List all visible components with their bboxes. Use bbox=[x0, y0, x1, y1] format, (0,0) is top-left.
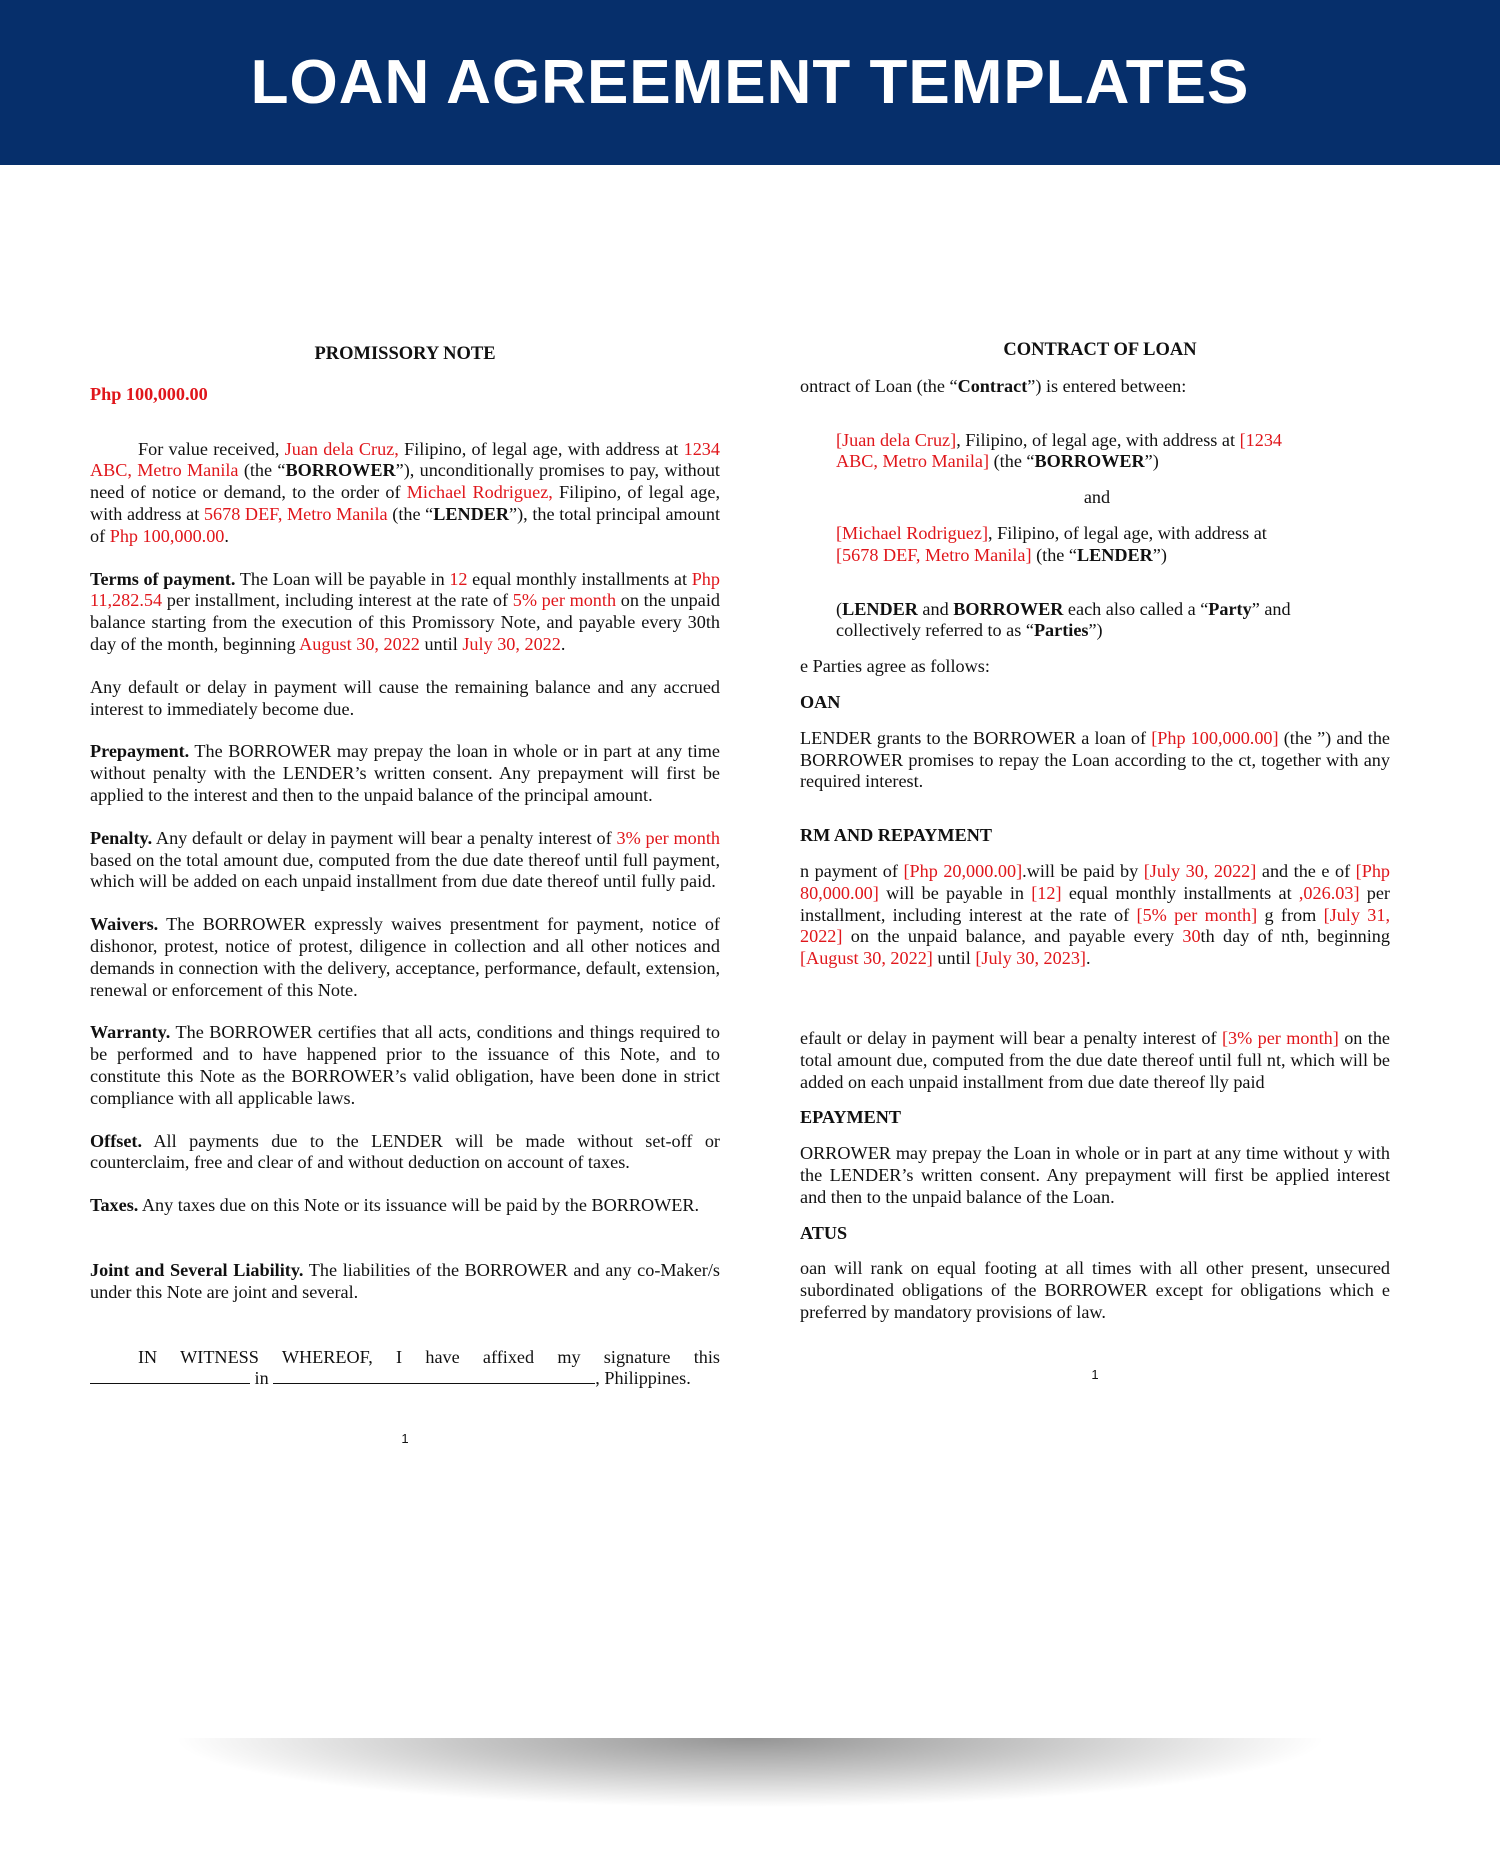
title-banner bbox=[0, 0, 1500, 165]
loan-heading: OAN bbox=[800, 691, 841, 712]
term-paragraph: n payment of [Php 20,000.00].will be paid by [July 30, 2022] and the e of [Php 80,000.00] will be payable in [12] equal monthly installments at ,026.03] per installment, including interest at the rate of [5% per month] g from [July 31, 2022] on the unpaid balance, and payable every 30th day of nth, beginning [August 30, 2022] until [July 30, 2023]. bbox=[800, 860, 1390, 969]
borrower-name: Juan dela Cruz, bbox=[284, 438, 399, 459]
intro-paragraph: For value received, Juan dela Cruz, Filipino, of legal age, with address at 1234 ABC, Metro Manila (the “BORROWER”), unconditionally promises to pay, without need of notice or demand, to the order of Michael Rodriguez, Filipino, of legal age, with address at 5678 DEF, Metro Manila (the “LENDER”), the total principal amount of Php 100,000.00. bbox=[90, 438, 720, 546]
doc-title: PROMISSORY NOTE bbox=[314, 344, 496, 364]
prepayment-heading: EPAYMENT bbox=[800, 1107, 902, 1128]
borrower-block: [Juan dela Cruz], Filipino, of legal age, with address at [1234 ABC, Metro Manila] (the “BORROWER”) bbox=[836, 429, 1283, 472]
lender-block: [Michael Rodriguez], Filipino, of legal age, with address at [5678 DEF, Metro Manila] (the “LENDER”) bbox=[836, 522, 1267, 565]
doc-title: CONTRACT OF LOAN bbox=[1003, 340, 1197, 360]
lender-name: Michael Rodriguez, bbox=[406, 482, 553, 503]
date-signature-line bbox=[90, 1369, 250, 1384]
prepayment-paragraph: Prepayment. The BORROWER may prepay the loan in whole or in part at any time without penalty with the LENDER’s written consent. Any prepayment will first be applied to the interest and then to the unpaid balance of the principal amount. bbox=[90, 741, 720, 805]
page-number: 1 bbox=[401, 1431, 409, 1447]
banner-title: LOAN AGREEMENT TEMPLATES bbox=[250, 48, 1250, 117]
status-heading: ATUS bbox=[800, 1222, 848, 1243]
place-signature-line bbox=[273, 1369, 595, 1384]
contract-of-loan-page bbox=[800, 340, 1390, 1540]
terms-paragraph: Terms of payment. The Loan will be payable in 12 equal monthly installments at Php 11,282.54 per installment, including interest at the rate of 5% per month on the unpaid balance starting from the execution of this Promissory Note, and payable every 30th day of the month, beginning August 30, 2022 until July 30, 2022. bbox=[90, 568, 720, 654]
penalty-paragraph: Penalty. Any default or delay in payment will bear a penalty interest of 3% per month based on the total amount due, computed from the due date thereof until full payment, which will be added on each unpaid installment from due date thereof until fully paid. bbox=[90, 827, 720, 892]
parties-note: (LENDER and BORROWER each also called a “Party” and collectively referred to as “Parties”) bbox=[836, 598, 1291, 641]
and-separator: and bbox=[1083, 487, 1111, 508]
taxes-paragraph: Taxes. Any taxes due on this Note or its issuance will be paid by the BORROWER. bbox=[90, 1195, 700, 1216]
default-paragraph: Any default or delay in payment will cause the remaining balance and any accrued interest to immediately become due. bbox=[90, 676, 720, 719]
penalty-paragraph: efault or delay in payment will bear a penalty interest of [3% per month] on the total amount due, computed from the due date thereof until full nt, which will be added on each unpaid installment from due date thereof lly paid bbox=[800, 1027, 1390, 1092]
witness-line-1: IN WITNESS WHEREOF, I have affixed my signature this bbox=[138, 1346, 720, 1367]
promissory-note-page bbox=[90, 344, 720, 1544]
lender-address: 5678 DEF, Metro Manila bbox=[203, 503, 388, 524]
term-heading: RM AND REPAYMENT bbox=[800, 825, 992, 846]
loan-paragraph: LENDER grants to the BORROWER a loan of [Php 100,000.00] (the ”) and the BORROWER promises to repay the Loan according to the ct, together with any required interest. bbox=[800, 727, 1390, 792]
contract-intro: ontract of Loan (the “Contract”) is entered between: bbox=[800, 375, 1187, 396]
prepayment-paragraph: ORROWER may prepay the Loan in whole or in part at any time without y with the LENDER’s written consent. Any prepayment will first be applied interest and then to the unpaid balance of the Loan. bbox=[800, 1143, 1390, 1207]
agree-line: e Parties agree as follows: bbox=[800, 656, 990, 677]
witness-line-2: in , Philippines. bbox=[90, 1368, 720, 1390]
warranty-paragraph: Warranty. The BORROWER certifies that all acts, conditions and things required to be performed and to have happened prior to the issuance of this Note, and to constitute this Note as the BORROWER’s valid obligation, have been done in strict compliance with all applicable laws. bbox=[90, 1022, 720, 1108]
offset-paragraph: Offset. All payments due to the LENDER will be made without set-off or counterclaim, free and clear of and without deduction on account of taxes. bbox=[90, 1130, 720, 1173]
status-paragraph: oan will rank on equal footing at all times with all other present, unsecured subordinated obligations of the BORROWER except for obligations which e preferred by mandatory provisions of law. bbox=[800, 1258, 1390, 1322]
waivers-paragraph: Waivers. The BORROWER expressly waives presentment for payment, notice of dishonor, protest, notice of protest, diligence in collection and all other notices and demands in connection with the delivery, acceptance, performance, default, extension, renewal or enforcement of this Note. bbox=[90, 914, 720, 1000]
amount-heading: Php 100,000.00 bbox=[90, 383, 208, 404]
principal-amount: Php 100,000.00 bbox=[109, 525, 225, 546]
page-number: 1 bbox=[1091, 1366, 1099, 1382]
borrower-address: 1234 ABC, Metro Manila bbox=[90, 438, 720, 481]
page-shadow bbox=[170, 1738, 1330, 1808]
liability-paragraph: Joint and Several Liability. The liabilities of the BORROWER and any co-Maker/s under this Note are joint and several. bbox=[90, 1259, 720, 1302]
